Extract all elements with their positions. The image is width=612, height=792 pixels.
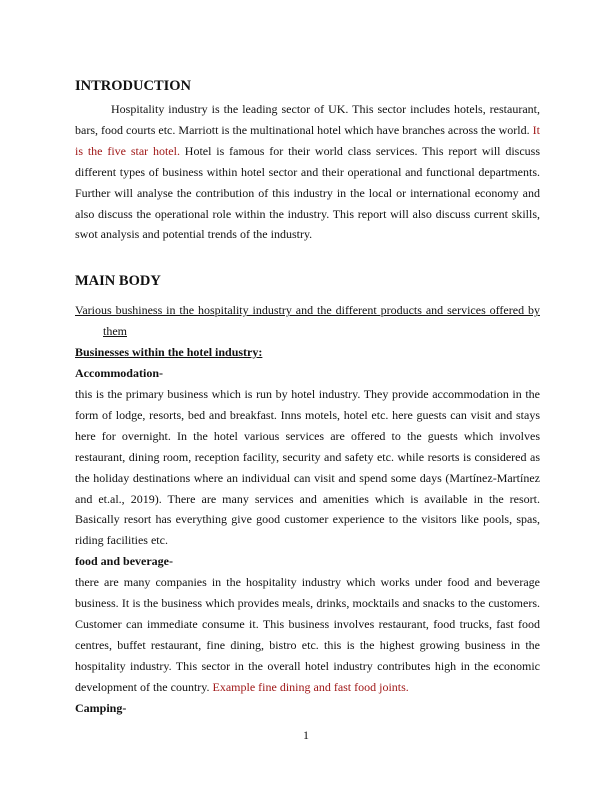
food-beverage-text: there are many companies in the hospitality industry which works under food and beverage business. It is the business which provides meals, drinks, mocktails and snacks to the customers. Customer can immediate consume it. This business involves restaurant, food trucks, fast food centres, buffet restaurant, fine dining, bistro etc. this is the highest growing business in the hospitality industry. This sector in the overall hotel industry contributes high in the economic development of the country.: [75, 575, 540, 694]
food-beverage-paragraph: [75, 572, 540, 697]
business-subheading: Various bushiness in the hospitality industry and the different products and services offered by them: [75, 303, 540, 339]
camping-label: Camping-: [75, 700, 127, 715]
intro-highlight-text: It is the five star hotel.: [75, 122, 540, 158]
document-page: [75, 76, 540, 718]
food-beverage-highlight-text: Example fine dining and fast food joints.: [212, 679, 409, 694]
page-number: 1: [303, 728, 309, 742]
intro-text-start: Hospitality industry is the leading sector of UK. This sector includes hotels, restaurant, bars, food courts etc. Marriott is the multinational hotel which have branches across the world.: [75, 102, 540, 137]
businesses-section-title: Businesses within the hotel industry:: [75, 345, 263, 360]
food-beverage-label: food and beverage-: [75, 554, 173, 569]
main-body-heading: MAIN BODY: [75, 273, 161, 290]
accommodation-paragraph: this is the primary business which is run by hotel industry. They provide accommodation in the form of lodge, resorts, bed and breakfast. Inns motels, hotel etc. here guests can visit and stays here for overnight. In the hotel various services are offered to the guests which involves restaurant, dining room, reception facility, security and safety etc. while resorts is considered as the holiday destinations where an individual can visit and spend some days (Martínez-Martínez and et.al., 2019). There are many services and amenities which is available in the resort. Basically resort has everything give good customer experience to the visitors like pools, spas, riding facilities etc.: [75, 386, 540, 548]
introduction-heading: INTRODUCTION: [75, 78, 192, 94]
intro-text-end: Hotel is famous for their world class services. This report will discuss different types of business within hotel sector and their operational and functional departments. Further will analyse the contribution of this industry in the local or international economy and also discuss the operational role within the industry. This report will also discuss current skills, swot analysis and potential trends of the industry.: [75, 143, 540, 242]
accommodation-label: Accommodation-: [75, 366, 163, 381]
introduction-paragraph: [75, 99, 540, 245]
